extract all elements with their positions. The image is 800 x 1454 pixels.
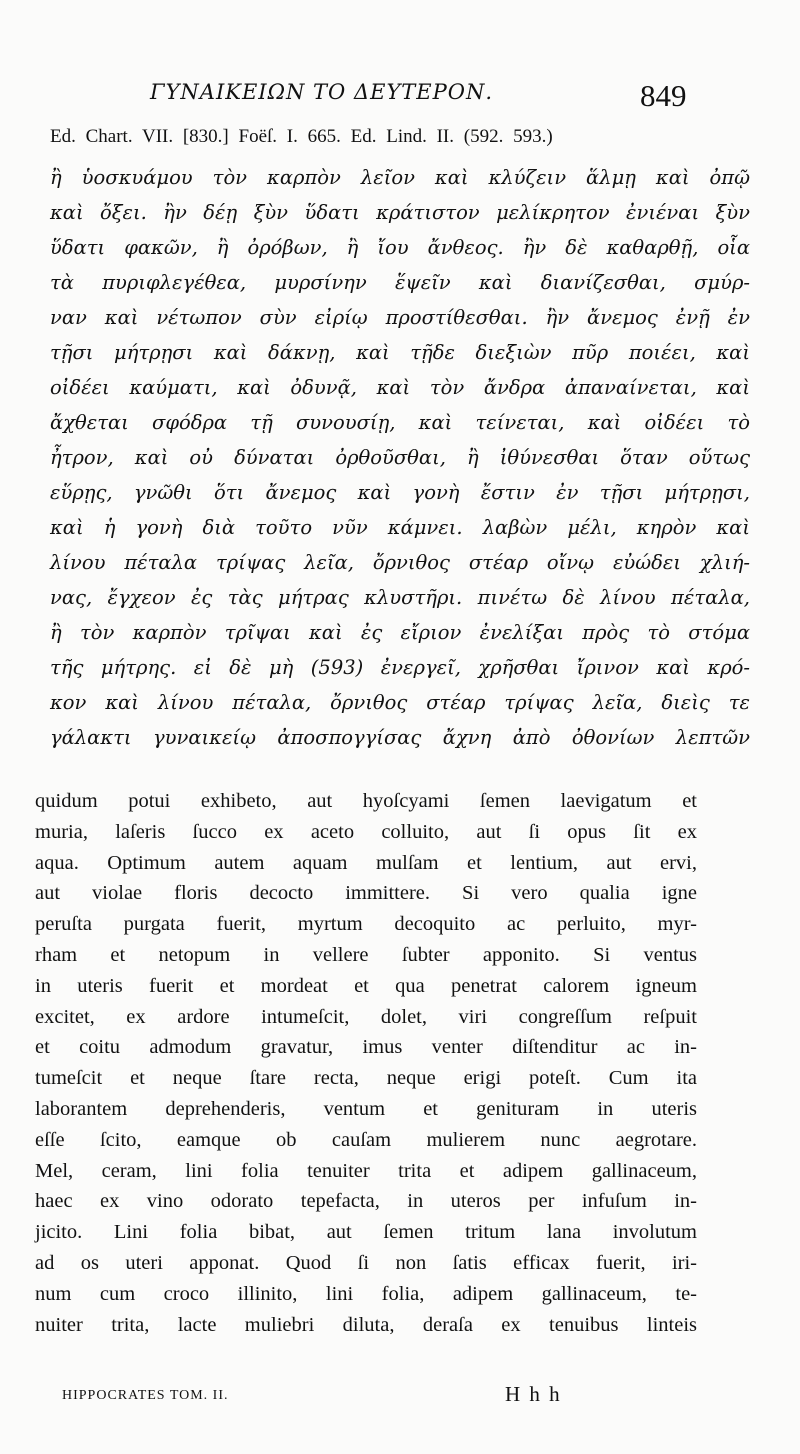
page-footer: [0, 1382, 800, 1412]
latin-text-line: haec ex vino odorato tepefacta, in uteros per infuſum in-: [35, 1190, 697, 1213]
latin-text-line: rham et netopum in vellere ſubter apponito. Si ventus: [35, 943, 697, 966]
signature-mark: H h h: [505, 1382, 562, 1406]
latin-text-line: num cum croco illinito, lini folia, adipem gallinaceum, te-: [35, 1282, 697, 1305]
greek-text-line: λίνου πέταλα τρίψας λεῖα, ὄρνιθος στέαρ οἴνῳ εὐώδει χλιή-: [50, 551, 750, 574]
greek-text-line: γάλακτι γυναικείῳ ἀποσπογγίσας ἄχνη ἀπὸ ὀθονίων λεπτῶν: [50, 726, 750, 749]
greek-text-line: ναν καὶ νέτωπον σὺν εἰρίῳ προστίθεσθαι. ἢν ἄνεμος ἐνῇ ἐν: [50, 306, 750, 329]
greek-text-line: εὕρῃς, γνῶθι ὅτι ἄνεμος καὶ γονὴ ἔστιν ἐν τῇσι μήτρῃσι,: [50, 481, 750, 504]
latin-text-line: aqua. Optimum autem aquam mulſam et lentium, aut ervi,: [35, 851, 697, 874]
latin-text-line: muria, laſeris ſucco ex aceto colluito, aut ſi opus ſit ex: [35, 820, 697, 843]
greek-text-line: ἦτρον, καὶ οὐ δύναται ὀρθοῦσθαι, ἢ ἰθύνεσθαι ὅταν οὕτως: [50, 446, 750, 469]
running-title: ΓΥΝΑΙΚΕΙΩΝ ΤΟ ΔΕΥΤΕΡΟΝ.: [150, 80, 494, 104]
greek-text-block: [50, 160, 750, 755]
latin-translation-block: [35, 786, 697, 1340]
greek-text-line: κον καὶ λίνου πέταλα, ὄρνιθος στέαρ τρίψας λεῖα, διεὶς τε: [50, 691, 750, 714]
edition-references: Ed. Chart. VII. [830.] Foëſ. I. 665. Ed. Lind. II. (592. 593.): [50, 126, 553, 147]
latin-text-line: laborantem deprehenderis, ventum et genituram in uteris: [35, 1097, 697, 1120]
greek-text-line: ὕδατι φακῶν, ἢ ὀρόβων, ἢ ἴου ἄνθεος. ἢν δὲ καθαρθῇ, οἷα: [50, 236, 750, 259]
greek-text-line: οἰδέει καύματι, καὶ ὀδυνᾷ, καὶ τὸν ἄνδρα ἀπαναίνεται, καὶ: [50, 376, 750, 399]
latin-text-line: jicito. Lini folia bibat, aut ſemen tritum lana involutum: [35, 1221, 697, 1244]
greek-text-line: νας, ἔγχεον ἐς τὰς μήτρας κλυστῆρι. πινέτω δὲ λίνου πέταλα,: [50, 586, 750, 609]
greek-text-line: ἢ ὑοσκυάμου τὸν καρπὸν λεῖον καὶ κλύζειν ἅλμῃ καὶ ὀπῷ: [50, 166, 750, 189]
latin-text-line: in uteris fuerit et mordeat et qua penetrat calorem igneum: [35, 974, 697, 997]
latin-text-line: excitet, ex ardore intumeſcit, dolet, viri congreſſum reſpuit: [35, 1005, 697, 1028]
latin-text-line: Mel, ceram, lini folia tenuiter trita et adipem gallinaceum,: [35, 1159, 697, 1182]
latin-text-line: tumeſcit et neque ſtare recta, neque erigi poteſt. Cum ita: [35, 1067, 697, 1090]
latin-text-line: ad os uteri apponat. Quod ſi non ſatis efficax fuerit, iri-: [35, 1251, 697, 1274]
greek-text-line: τὰ πυριφλεγέθεα, μυρσίνην ἕψεῖν καὶ διανίζεσθαι, σμύρ-: [50, 271, 750, 294]
greek-text-line: ἄχθεται σφόδρα τῇ συνουσίῃ, καὶ τείνεται, καὶ οἰδέει τὸ: [50, 411, 750, 434]
page-number: 849: [640, 78, 687, 113]
greek-text-line: τῆς μήτρης. εἰ δὲ μὴ (593) ἐνεργεῖ, χρῆσθαι ἴρινον καὶ κρό-: [50, 656, 750, 679]
latin-text-line: quidum potui exhibeto, aut hyoſcyami ſemen laevigatum et: [35, 790, 697, 812]
latin-text-line: eſſe ſcito, eamque ob cauſam mulierem nunc aegrotare.: [35, 1128, 697, 1151]
greek-text-line: τῇσι μήτρῃσι καὶ δάκνῃ, καὶ τῇδε διεξιὼν πῦρ ποιέει, καὶ: [50, 341, 750, 364]
latin-text-line: nuiter trita, lacte muliebri diluta, deraſa ex tenuibus linteis: [35, 1313, 697, 1336]
footer-volume-title: HIPPOCRATES TOM. II.: [62, 1388, 229, 1403]
latin-text-line: et coitu admodum gravatur, imus venter diſtenditur ac in-: [35, 1036, 697, 1059]
greek-text-line: καὶ ἡ γονὴ διὰ τοῦτο νῦν κάμνει. λαβὼν μέλι, κηρὸν καὶ: [50, 516, 750, 539]
page-header: [0, 76, 800, 116]
latin-text-line: peruſta purgata fuerit, myrtum decoquito ac perluito, myr-: [35, 913, 697, 936]
greek-text-line: ἢ τὸν καρπὸν τρῖψαι καὶ ἐς εἴριον ἐνελίξαι πρὸς τὸ στόμα: [50, 621, 750, 644]
greek-text-line: καὶ ὄξει. ἢν δέῃ ξὺν ὕδατι κράτιστον μελίκρητον ἐνιέναι ξὺν: [50, 201, 750, 224]
latin-text-line: aut violae floris decocto immittere. Si vero qualia igne: [35, 882, 697, 905]
